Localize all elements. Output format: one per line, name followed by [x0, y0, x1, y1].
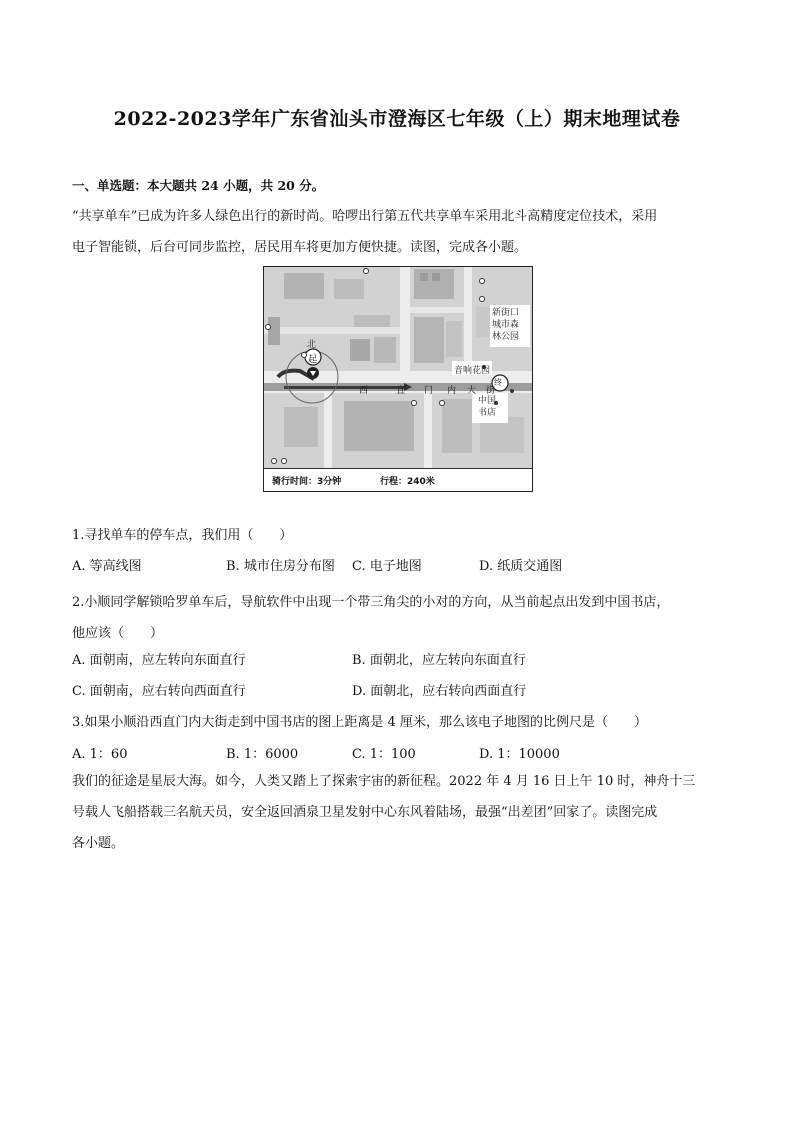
- q3-option-c: C. 1：100: [352, 747, 416, 762]
- forest-line-1: 新街口: [492, 308, 520, 318]
- bike-route-map: [263, 266, 533, 492]
- start-label: 起: [308, 355, 318, 365]
- question-3-stem: 3.如果小顺沿西直门内大街走到中国书店的图上距离是 4 厘米，那么该电子地图的比例尺是（ ）: [72, 715, 647, 730]
- question-2-options: [72, 649, 722, 709]
- intro-paragraph-2: [72, 766, 722, 859]
- bookstore-line-1: 中国: [478, 396, 497, 406]
- q2-option-c: C. 面朝南，应右转向西面直行: [72, 684, 246, 699]
- map-graphic: [264, 267, 532, 469]
- end-label: 终: [494, 378, 502, 387]
- map-footer: [264, 468, 532, 491]
- question-1-stem: 1.寻找单车的停车点，我们用（ ）: [72, 528, 293, 543]
- street-char-5: 大: [467, 386, 477, 396]
- street-char-2: 直: [396, 386, 406, 396]
- intro1-line1: “共享单车”已成为许多人绿色出行的新时尚。哈啰出行第五代共享单车采用北斗高精度定位技术，采用: [72, 209, 658, 224]
- bookstore-label: [478, 395, 496, 419]
- q3-option-a: A. 1：60: [72, 747, 128, 762]
- ride-distance: 行程：240米: [380, 477, 435, 487]
- section-heading: 一、单选题：本大题共 24 小题，共 20 分。: [72, 178, 325, 193]
- street-char-3: 门: [424, 386, 434, 396]
- street-char-6: 街: [486, 386, 496, 396]
- question-1-options: [72, 555, 722, 575]
- bookstore-line-2: 书店: [478, 408, 497, 418]
- q2-option-d: D. 面朝北，应右转向西面直行: [352, 684, 527, 699]
- exam-title: 2022-2023学年广东省汕头市澄海区七年级（上）期末地理试卷: [113, 108, 681, 130]
- north-label: 北: [307, 340, 317, 350]
- q2-option-b: B. 面朝北，应左转向东面直行: [352, 653, 526, 668]
- intro1-line2: 电子智能锁，后台可同步监控，居民用车将更加方便快捷。读图，完成各小题。: [72, 240, 528, 255]
- street-char-4: 内: [447, 386, 457, 396]
- forest-park-label: [492, 307, 519, 343]
- q1-option-c: C. 电子地图: [352, 559, 422, 574]
- q2-stem-line2: 他应该（ ）: [72, 626, 164, 641]
- q3-option-b: B. 1：6000: [226, 747, 299, 762]
- street-char-1: 西: [359, 386, 369, 396]
- forest-line-3: 林公园: [492, 332, 520, 342]
- question-2-stem: [72, 587, 722, 649]
- q1-option-b: B. 城市住房分布图: [226, 559, 335, 574]
- q1-option-d: D. 纸质交通图: [479, 559, 563, 574]
- forest-line-2: 城市森: [492, 320, 520, 330]
- intro2-line1: 我们的征途是星辰大海。如今，人类又踏上了探索宇宙的新征程。2022 年 4 月 16 日上午 10 时，神舟十三: [72, 774, 696, 789]
- ride-time: 骑行时间：3分钟: [272, 477, 342, 487]
- q3-option-d: D. 1：10000: [479, 747, 560, 762]
- q2-option-a: A. 面朝南，应左转向东面直行: [72, 653, 246, 668]
- intro-paragraph-1: [72, 201, 722, 263]
- park-label: 音响花园: [454, 366, 491, 376]
- intro2-line2: 号载人飞船搭载三名航天员，安全返回酒泉卫星发射中心东风着陆场，最强“出差团”回家了。读图完成: [72, 805, 658, 820]
- intro2-line3: 各小题。: [72, 836, 125, 851]
- question-3-options: [72, 743, 722, 763]
- q2-stem-line1: 2.小顺同学解锁哈罗单车后，导航软件中出现一个带三角尖的小对的方向，从当前起点出发到中国书店，: [72, 595, 670, 610]
- q1-option-a: A. 等高线图: [72, 559, 142, 574]
